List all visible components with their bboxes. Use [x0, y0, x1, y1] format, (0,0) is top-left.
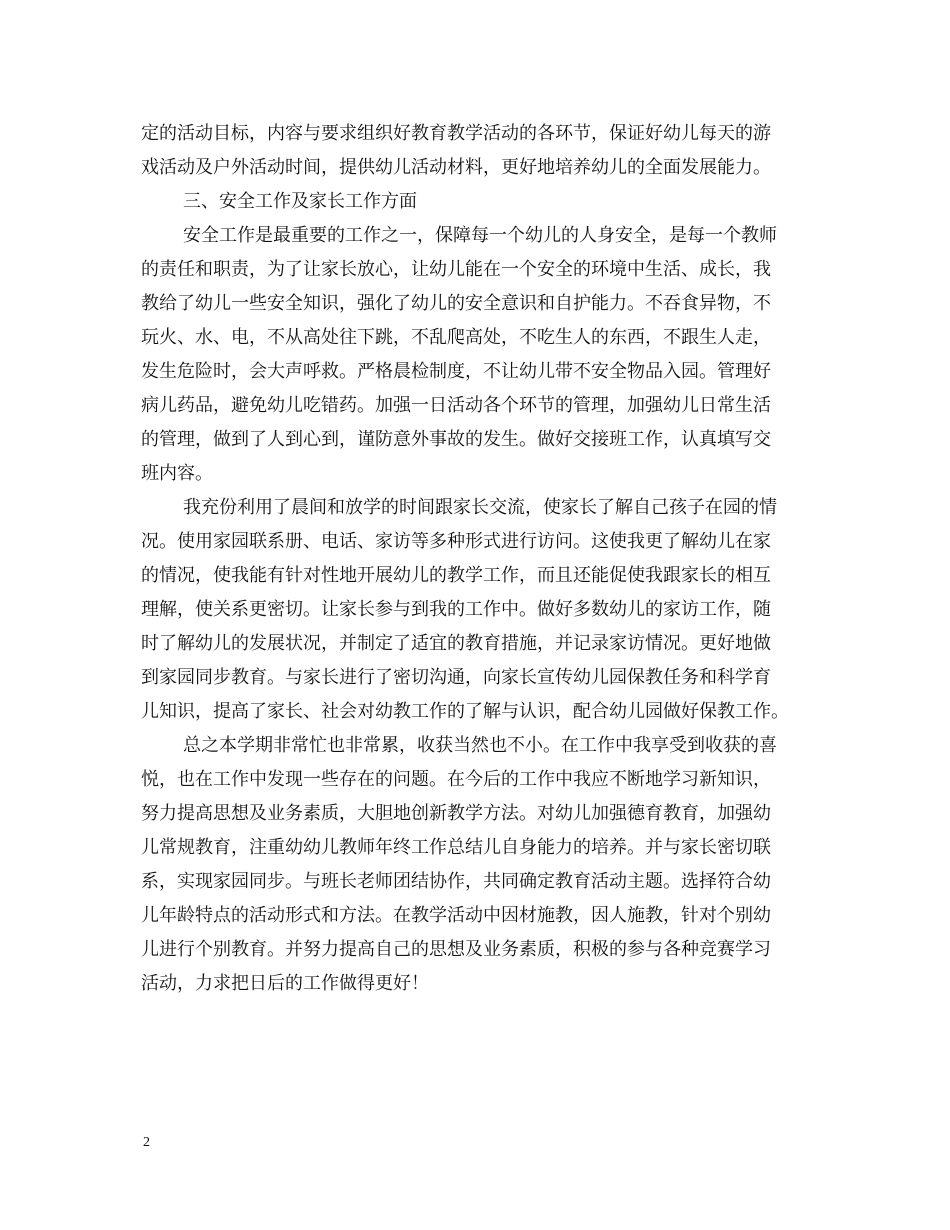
text-line: 况。使用家园联系册、电话、家访等多种形式进行访问。这使我更了解幼儿在家 [141, 531, 771, 552]
text-line: 儿年龄特点的活动形式和方法。在教学活动中因材施教，因人施教，针对个别幼 [141, 905, 771, 926]
text-line: 时了解幼儿的发展状况，并制定了适宜的教育措施，并记录家访情况。更好地做 [141, 633, 771, 654]
text-line: 活动，力求把日后的工作做得更好！ [141, 973, 429, 994]
text-line: 戏活动及户外活动时间，提供幼儿活动材料，更好地培养幼儿的全面发展能力。 [141, 157, 771, 178]
text-line: 悦，也在工作中发现一些存在的问题。在今后的工作中我应不断地学习新知识， [141, 769, 771, 790]
text-line: 总之本学期非常忙也非常累，收获当然也不小。在工作中我享受到收获的喜 [183, 735, 777, 756]
text-line: 教给了幼儿一些安全知识，强化了幼儿的安全意识和自护能力。不吞食异物，不 [141, 293, 771, 314]
text-line: 儿进行个别教育。并努力提高自己的思想及业务素质，积极的参与各种竞赛学习 [141, 939, 771, 960]
text-line: 儿知识，提高了家长、社会对幼教工作的了解与认识，配合幼儿园做好保教工作。 [141, 701, 789, 722]
text-line: 儿常规教育，注重幼幼儿教师年终工作总结儿自身能力的培养。并与家长密切联 [141, 837, 771, 858]
text-line: 发生危险时，会大声呼救。严格晨检制度，不让幼儿带不安全物品入园。管理好 [141, 361, 771, 382]
text-line: 的情况，使我能有针对性地开展幼儿的教学工作，而且还能促使我跟家长的相互 [141, 565, 771, 586]
text-line: 系，实现家园同步。与班长老师团结协作，共同确定教育活动主题。选择符合幼 [141, 871, 771, 892]
text-line: 安全工作是最重要的工作之一，保障每一个幼儿的人身安全，是每一个教师 [183, 225, 777, 246]
text-line: 定的活动目标，内容与要求组织好教育教学活动的各环节，保证好幼儿每天的游 [141, 123, 771, 144]
text-line: 班内容。 [141, 463, 213, 484]
text-line: 的责任和职责，为了让家长放心，让幼儿能在一个安全的环境中生活、成长，我 [141, 259, 771, 280]
text-line: 玩火、水、电，不从高处往下跳，不乱爬高处，不吃生人的东西，不跟生人走， [141, 327, 771, 348]
document-body [141, 117, 809, 1001]
text-line: 的管理，做到了人到心到，谨防意外事故的发生。做好交接班工作，认真填写交 [141, 429, 771, 450]
section-heading: 三、安全工作及家长工作方面 [183, 191, 417, 212]
text-line: 努力提高思想及业务素质，大胆地创新教学方法。对幼儿加强德育教育，加强幼 [141, 803, 771, 824]
text-line: 理解，使关系更密切。让家长参与到我的工作中。做好多数幼儿的家访工作，随 [141, 599, 771, 620]
text-line: 我充份利用了晨间和放学的时间跟家长交流，使家长了解自己孩子在园的情 [183, 497, 777, 518]
text-line: 到家园同步教育。与家长进行了密切沟通，向家长宣传幼儿园保教任务和科学育 [141, 667, 771, 688]
page-number: 2 [143, 1135, 150, 1150]
text-line: 病儿药品，避免幼儿吃错药。加强一日活动各个环节的管理，加强幼儿日常生活 [141, 395, 771, 416]
